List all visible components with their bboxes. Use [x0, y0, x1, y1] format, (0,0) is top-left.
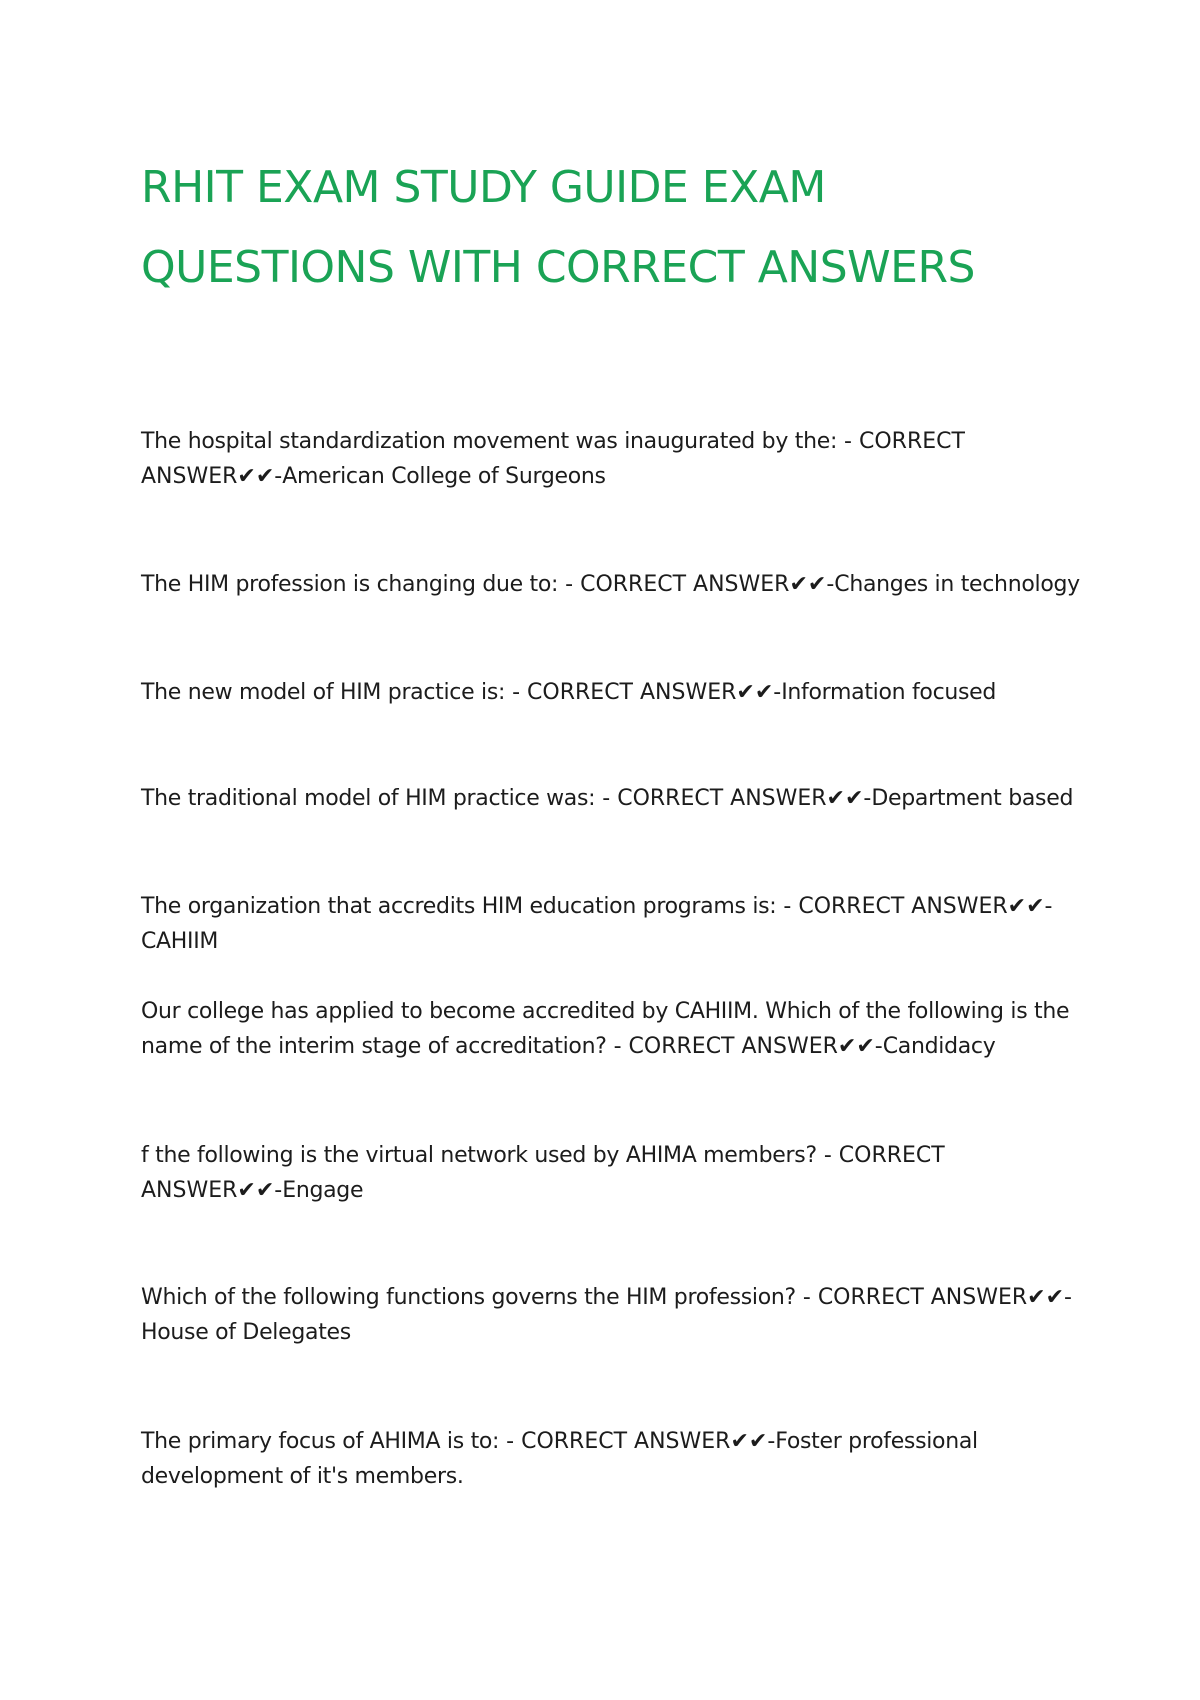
- answer-marker: - CORRECT ANSWER✔✔-: [606, 1034, 883, 1059]
- answer-marker: - CORRECT ANSWER✔✔-: [505, 680, 782, 705]
- question-text: Which of the following functions governs the HIM profession?: [141, 1285, 796, 1310]
- qa-item-3: [141, 675, 1081, 710]
- question-text: The organization that accredits HIM education programs is:: [141, 894, 777, 919]
- question-text: The new model of HIM practice is:: [141, 680, 506, 705]
- answer-text: Information focused: [781, 680, 997, 705]
- answer-text: Foster professional development of it's members.: [141, 1429, 978, 1489]
- answer-marker: - CORRECT ANSWER✔✔-: [776, 894, 1053, 919]
- qa-item-8: [141, 1280, 1081, 1350]
- document-title: RHIT EXAM STUDY GUIDE EXAM QUESTIONS WITH CORRECT ANSWERS: [141, 162, 975, 293]
- qa-item-5: [141, 889, 1081, 959]
- answer-marker: - CORRECT ANSWER✔✔-: [499, 1429, 776, 1454]
- answer-text: House of Delegates: [141, 1320, 351, 1345]
- answer-marker: - CORRECT ANSWER✔✔-: [595, 786, 872, 811]
- qa-item-9: [141, 1424, 1081, 1494]
- answer-marker: - CORRECT ANSWER✔✔-: [141, 429, 965, 489]
- qa-item-7: [141, 1138, 1081, 1208]
- answer-text: Department based: [871, 786, 1074, 811]
- answer-text: Changes in technology: [834, 572, 1080, 597]
- answer-marker: - CORRECT ANSWER✔✔-: [558, 572, 835, 597]
- answer-text: Candidacy: [882, 1034, 996, 1059]
- answer-marker: - CORRECT ANSWER✔✔-: [141, 1143, 945, 1203]
- answer-text: American College of Surgeons: [282, 464, 606, 489]
- question-text: The traditional model of HIM practice was:: [141, 786, 596, 811]
- qa-item-4: [141, 781, 1081, 816]
- qa-item-2: [141, 567, 1081, 602]
- question-text: f the following is the virtual network used by AHIMA members?: [141, 1143, 817, 1168]
- answer-text: CAHIIM: [141, 929, 219, 954]
- question-text: Our college has applied to become accredited by CAHIIM. Which of the following is the name of the interim stage of accreditation?: [141, 999, 1070, 1059]
- question-text: The primary focus of AHIMA is to:: [141, 1429, 500, 1454]
- question-text: The HIM profession is changing due to:: [141, 572, 559, 597]
- answer-marker: - CORRECT ANSWER✔✔-: [795, 1285, 1072, 1310]
- qa-item-6: [141, 994, 1081, 1064]
- qa-item-1: [141, 424, 1081, 494]
- question-text: The hospital standardization movement was inaugurated by the:: [141, 429, 838, 454]
- answer-text: Engage: [282, 1178, 364, 1203]
